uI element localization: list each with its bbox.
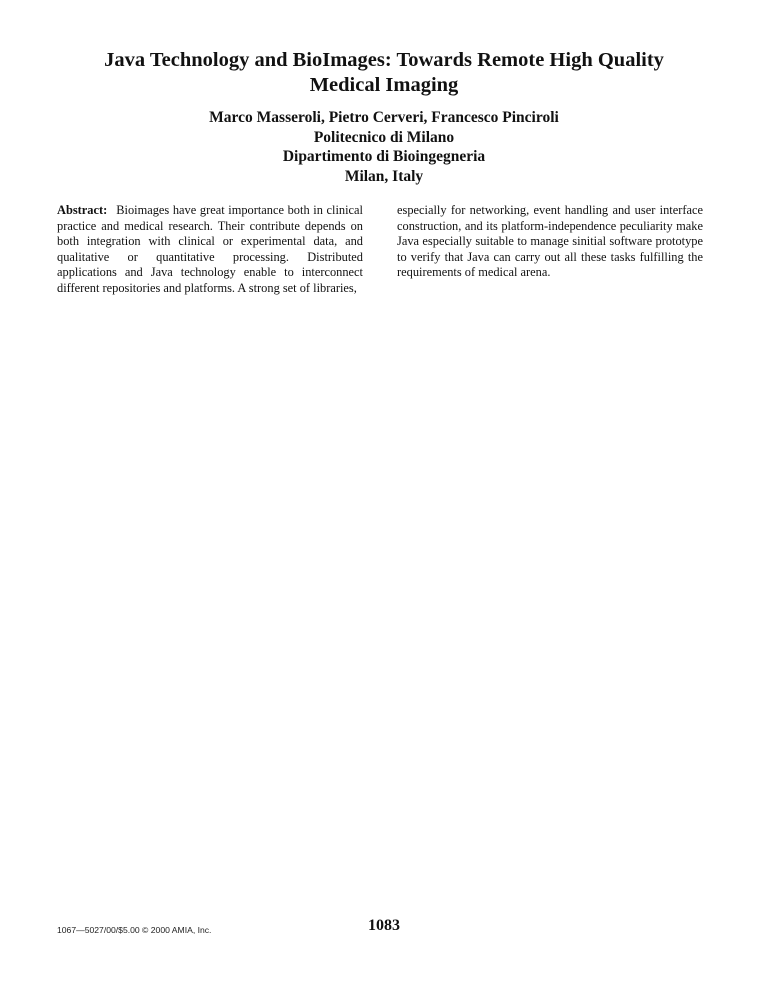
affiliation-department: Dipartimento di Bioingegneria (282, 148, 486, 165)
copyright-notice: 1067—5027/00/$5.00 © 2000 AMIA, Inc. (57, 925, 212, 935)
abstract-label: Abstract: (57, 203, 108, 217)
abstract-text-left: Bioimages have great importance both in clinical practice and medical research. Their contribute depends on both integration with clinical or experimental data, and qualitative or quantitative processing. Distributed applications and Java technology enable to interconnect different repositories and platforms. A strong set of libraries, (57, 203, 363, 295)
abstract-right-column (397, 203, 703, 281)
paper-title (84, 48, 684, 98)
page-number: 1083 (368, 917, 400, 934)
author-names: Marco Masseroli, Pietro Cerveri, Francesco Pinciroli (209, 109, 559, 126)
affiliation-location: Milan, Italy (344, 167, 424, 185)
abstract-text-right: especially for networking, event handling and user interface construction, and its platform-independence peculiarity make Java especially suitable to manage sinitial software prototype to verify that Java can carry out all these tasks fulfilling the requirements of medical arena. (397, 203, 703, 280)
paper-title-line-1: Java Technology and BioImages: Towards Remote High Quality (104, 49, 664, 71)
affiliation-university: Politecnico di Milano (313, 128, 455, 146)
abstract-left-column (57, 203, 363, 297)
paper-title-line-2: Medical Imaging (309, 74, 459, 96)
author-block (84, 108, 684, 186)
